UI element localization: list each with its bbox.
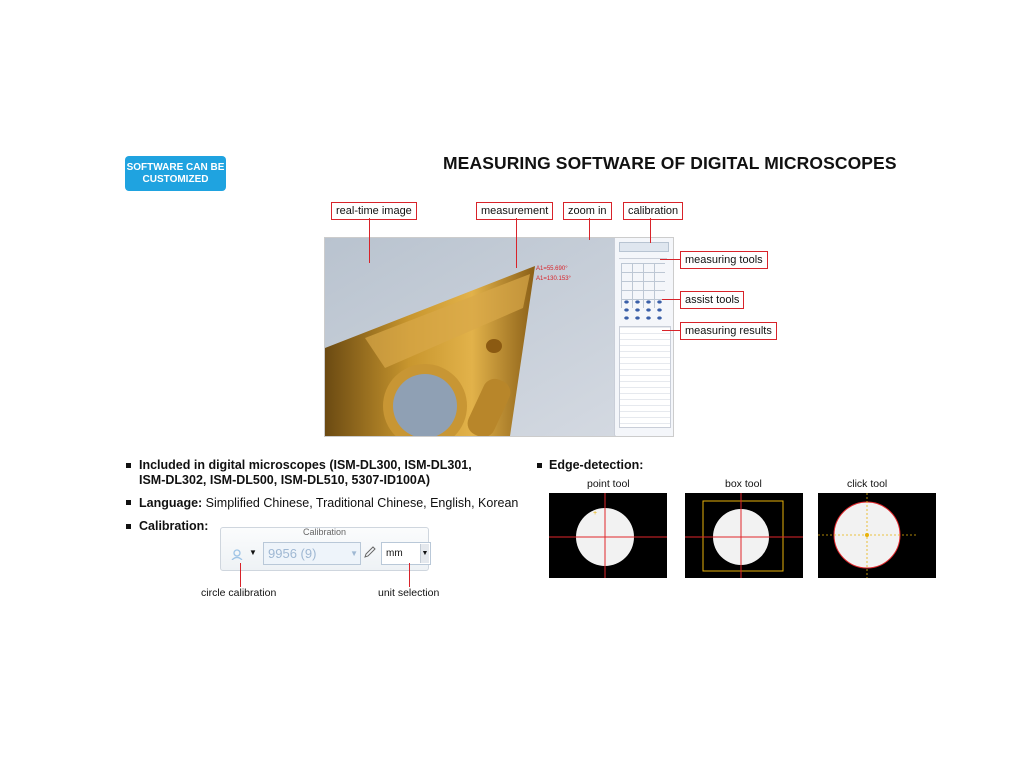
page-title: MEASURING SOFTWARE OF DIGITAL MICROSCOPES [443, 153, 897, 173]
box-tool-label: box tool [725, 478, 762, 490]
box-tool-image [685, 493, 803, 578]
leader-line [369, 218, 370, 263]
leader-line [650, 218, 651, 243]
callout-calibration: calibration [623, 202, 683, 220]
calibration-widget-title: Calibration [303, 527, 347, 537]
circle-calibration-icon[interactable] [231, 547, 243, 559]
point-tool-image [549, 493, 667, 578]
unit-select[interactable] [381, 542, 431, 565]
callout-real-time-image: real-time image [331, 202, 417, 220]
point-tool-label: point tool [587, 478, 630, 490]
leader-line [662, 330, 680, 331]
measuring-results-table[interactable] [619, 326, 671, 428]
bullet-calibration [139, 519, 208, 534]
included-line1: Included in digital microscopes (ISM-DL300, ISM-DL301, [139, 458, 472, 472]
chevron-down-icon: ▼ [350, 549, 358, 558]
circle-calibration-label: circle calibration [201, 587, 277, 599]
chevron-down-icon[interactable]: ▼ [249, 548, 257, 557]
callout-assist-tools: assist tools [680, 291, 744, 309]
leader-line [516, 218, 517, 268]
calibration-value: 9956 (9) [268, 546, 317, 561]
bullet-edge-detection [549, 458, 643, 473]
bullet-marker [126, 500, 131, 505]
click-tool-label: click tool [847, 478, 888, 490]
bullet-marker [126, 524, 131, 529]
angle-readout-2: A1=130.153° [536, 276, 571, 282]
assist-tools-grid[interactable] [621, 298, 665, 320]
edit-pencil-icon[interactable] [363, 545, 377, 564]
svg-text:+: + [593, 510, 598, 517]
callout-measuring-tools: measuring tools [680, 251, 768, 269]
included-line2: ISM-DL302, ISM-DL500, ISM-DL510, 5307-ID100A) [139, 473, 431, 487]
callout-measurement: measurement [476, 202, 553, 220]
calibration-widget [220, 527, 429, 571]
click-tool-image [818, 493, 936, 578]
language-label: Language: [139, 496, 203, 510]
leader-line [589, 218, 590, 240]
leader-line [409, 563, 410, 587]
tool-panel [614, 238, 672, 435]
bullet-marker [537, 463, 542, 468]
bullet-included [139, 458, 529, 488]
badge-line2: CUSTOMIZED [142, 173, 209, 185]
unit-selection-label: unit selection [378, 587, 440, 599]
calibration-label: Calibration: [139, 519, 209, 533]
badge-line1: SOFTWARE CAN BE [126, 161, 225, 173]
angle-readout-1: A1=55.690° [536, 266, 568, 272]
callout-measuring-results: measuring results [680, 322, 777, 340]
customizable-badge [125, 156, 226, 191]
leader-line [662, 299, 680, 300]
bullet-marker [126, 463, 131, 468]
calibration-dropdown[interactable] [619, 242, 669, 252]
leader-line [240, 563, 241, 587]
callout-zoom-in: zoom in [563, 202, 612, 220]
chevron-down-icon[interactable]: ▼ [420, 544, 429, 563]
edge-heading: Edge-detection: [549, 458, 644, 472]
leader-line [660, 259, 680, 260]
unit-value: mm [386, 548, 403, 559]
language-value: Simplified Chinese, Traditional Chinese, English, Korean [202, 496, 519, 510]
calibration-value-select[interactable] [263, 542, 361, 565]
bullet-language [139, 496, 518, 511]
